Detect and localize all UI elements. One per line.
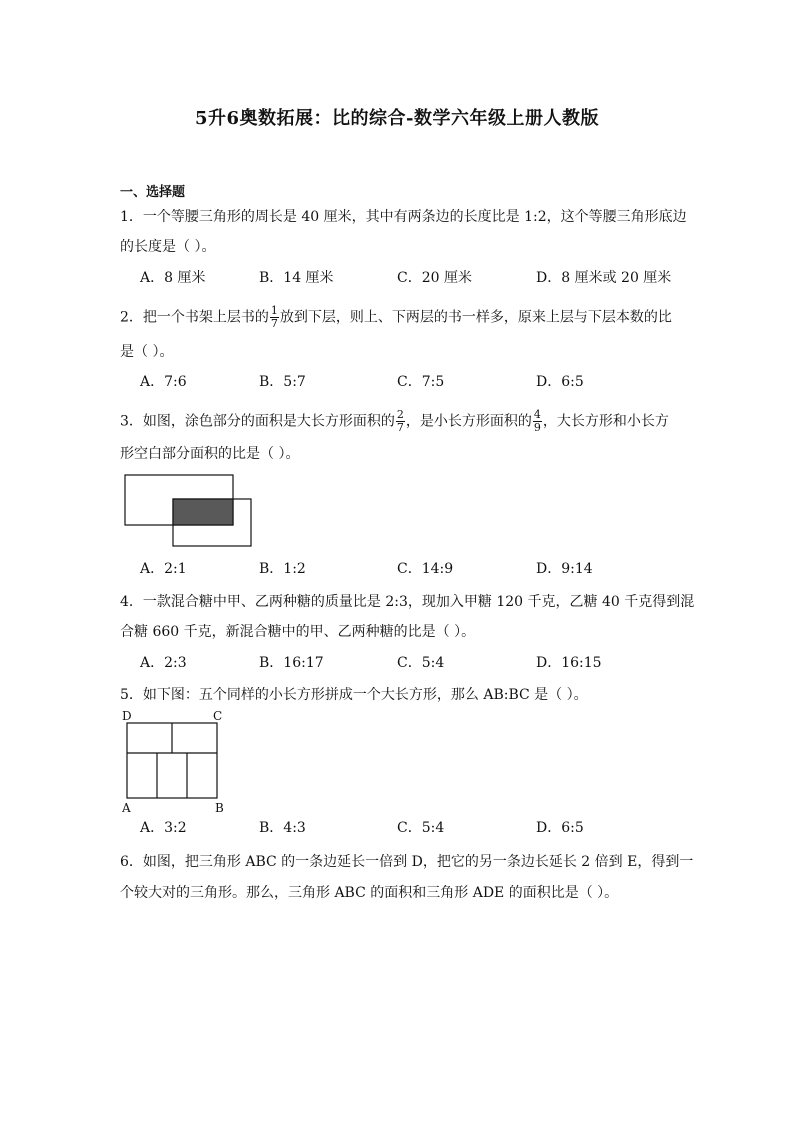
question-3-text-start: 3．如图，涂色部分的面积是大长方形面积的 xyxy=(120,413,395,430)
question-2-text-start: 2．把一个书架上层书的 xyxy=(120,309,269,326)
question-3-text-cont: 形空白部分面积的比是（ ）。 xyxy=(120,446,300,462)
question-4-option-d[interactable]: D．16:15 xyxy=(536,655,602,671)
question-2-text xyxy=(120,305,672,330)
question-1-option-a[interactable]: A．8 厘米 xyxy=(140,270,206,286)
question-4-text-cont: 合糖 660 千克，新混合糖中的甲、乙两种糖的比是（ ）。 xyxy=(120,624,476,640)
fraction-denominator: 7 xyxy=(396,421,404,434)
question-3-text-end: ，大长方形和小长方 xyxy=(542,413,669,430)
page-title: 5升6奥数拓展：比的综合-数学六年级上册人教版 xyxy=(194,108,600,129)
question-1-option-d[interactable]: D．8 厘米或 20 厘米 xyxy=(536,270,672,286)
question-1-option-b[interactable]: B．14 厘米 xyxy=(259,270,334,286)
question-1-text-cont: 的长度是（ ）。 xyxy=(120,239,216,255)
question-1-option-c[interactable]: C．20 厘米 xyxy=(397,270,472,286)
question-3-option-b[interactable]: B．1:2 xyxy=(259,561,306,577)
question-3-text xyxy=(120,409,669,434)
question-4-option-b[interactable]: B．16:17 xyxy=(259,655,324,671)
question-3-text-mid: ，是小长方形面积的 xyxy=(405,413,532,430)
label-c: C xyxy=(213,709,223,723)
question-6-text: 6．如图，把三角形 ABC 的一条边延长一倍到 D，把它的另一条边长延长 2 倍到 E，得到一 xyxy=(120,854,694,870)
question-2-option-b[interactable]: B．5:7 xyxy=(259,374,306,390)
fraction-denominator: 9 xyxy=(533,421,541,434)
overlapping-rectangles-figure xyxy=(123,473,253,549)
question-5-text: 5．如下图：五个同样的小长方形拼成一个大长方形，那么 AB:BC 是（ ）。 xyxy=(120,687,588,703)
question-2-text-cont: 是（ ）。 xyxy=(120,344,174,360)
fraction-denominator: 7 xyxy=(270,317,278,330)
fraction-two-sevenths xyxy=(396,409,405,434)
question-2-option-d[interactable]: D．6:5 xyxy=(536,374,584,390)
question-5-option-d[interactable]: D．6:5 xyxy=(536,820,584,836)
question-6-text-cont: 个较大对的三角形。那么，三角形 ABC 的面积和三角形 ADE 的面积比是（ ）。 xyxy=(120,885,619,901)
question-3-option-a[interactable]: A．2:1 xyxy=(140,561,187,577)
question-2-option-c[interactable]: C．7:5 xyxy=(397,374,445,390)
fraction-four-ninths xyxy=(533,409,542,434)
question-3-option-d[interactable]: D．9:14 xyxy=(536,561,593,577)
label-a: A xyxy=(122,801,131,815)
question-4-option-c[interactable]: C．5:4 xyxy=(397,655,445,671)
question-2-text-end: 放到下层，则上、下两层的书一样多，原来上层与下层本数的比 xyxy=(279,309,672,326)
fraction-numerator: 1 xyxy=(270,304,278,317)
fraction-numerator: 2 xyxy=(396,408,404,421)
label-b: B xyxy=(215,801,224,815)
question-5-option-b[interactable]: B．4:3 xyxy=(259,820,306,836)
question-3-option-c[interactable]: C．14:9 xyxy=(397,561,454,577)
question-5-option-a[interactable]: A．3:2 xyxy=(140,820,187,836)
question-1-text: 1．一个等腰三角形的周长是 40 厘米，其中有两条边的长度比是 1:2，这个等腰三角形底边 xyxy=(120,209,687,225)
question-2-option-a[interactable]: A．7:6 xyxy=(140,374,187,390)
question-4-option-a[interactable]: A．2:3 xyxy=(140,655,187,671)
question-5-option-c[interactable]: C．5:4 xyxy=(397,820,445,836)
fraction-numerator: 4 xyxy=(533,408,541,421)
shaded-overlap-region xyxy=(173,499,233,525)
five-rectangles-figure xyxy=(118,708,230,816)
label-d: D xyxy=(122,709,132,723)
section-heading: 一、选择题 xyxy=(120,185,186,200)
question-4-text: 4．一款混合糖中甲、乙两种糖的质量比是 2:3，现加入甲糖 120 千克，乙糖 40 千克得到混 xyxy=(120,594,695,610)
fraction-one-seventh xyxy=(270,305,279,330)
